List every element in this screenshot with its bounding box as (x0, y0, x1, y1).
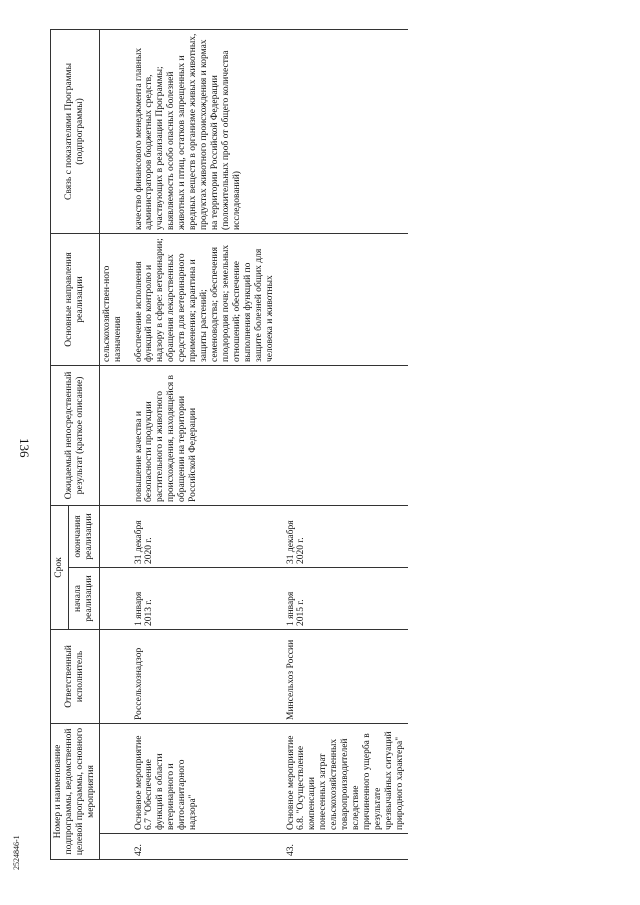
header-link: Связь с показателями Программы (подпрограммы) (51, 29, 100, 233)
header-term: Срок (51, 505, 69, 629)
program-table (50, 29, 408, 860)
row-link: качество финансового менеджмента главных администраторов бюджетных средств, участвующих в реализации Программы; выявляемость особо опасных болезней животных и птиц, остатков запрещенных и вредных веществ в организме живых животных, продуктах животного происхождения и кормах на территории Российской Федерации (положительных проб от общего количества исследований) (132, 29, 278, 233)
header-result: Ожидаемый непосредственный результат (краткое описание) (51, 365, 100, 505)
row-directions: обеспечение исполнения функций по контролю и надзору в сфере: ветеринарии; обращения лекарственных средств для ветеринарного применения; карантина и защиты растений; семеноводства; обеспечения плодородия почв; земельных отношений; обеспечение выполнения функций по защите болезней общих для человека и животных (132, 233, 278, 365)
row-executor: Минсельхоз России (284, 629, 408, 723)
header-end: окончания реализации (69, 505, 100, 567)
row-name: Основное мероприятие 6.7 "Обеспечение функций в области ветеринарного и фитосанитарного надзора" (132, 723, 278, 833)
row-executor: Россельхознадзор (132, 629, 278, 723)
row-result (284, 365, 408, 505)
table-row (132, 29, 278, 859)
header-executor: Ответственный исполнитель (51, 629, 100, 723)
row-name: Основное мероприятие 6.8. "Осуществление компенсации понесенных затрат сельскохозяйственных товаропроизводителей вследствие причиненного ущерба в результате чрезвычайных ситуаций природного характера" (284, 723, 408, 833)
row-result: повышение качества и безопасности продукции растительного и животного происхождения, находящейся в обращении на территории Российской Федерации (132, 365, 278, 505)
row-directions (284, 233, 408, 365)
row-start: 1 января 2015 г. (284, 567, 408, 629)
row-number: 42. (132, 834, 278, 860)
header-directions: Основные направления реализации (51, 233, 100, 365)
row-end: 31 декабря 2020 г. (284, 505, 408, 567)
carry-over-row (99, 29, 125, 859)
row-number: 43. (284, 834, 408, 860)
row-end: 31 декабря 2020 г. (132, 505, 278, 567)
row-start: 1 января 2013 г. (132, 567, 278, 629)
table-row (284, 29, 408, 859)
page-number: 136 (17, 438, 32, 458)
footer-code: 2524846-1 (12, 835, 21, 870)
rotated-page (50, 30, 620, 860)
header-num-name: Номер и наименование подпрограммы, ведомственной целевой программы, основного мероприятия (51, 723, 100, 859)
row-link (284, 29, 408, 233)
carry-over-text: сельскохозяйствен-ного назначения (99, 233, 125, 365)
header-start: начала реализации (69, 567, 100, 629)
